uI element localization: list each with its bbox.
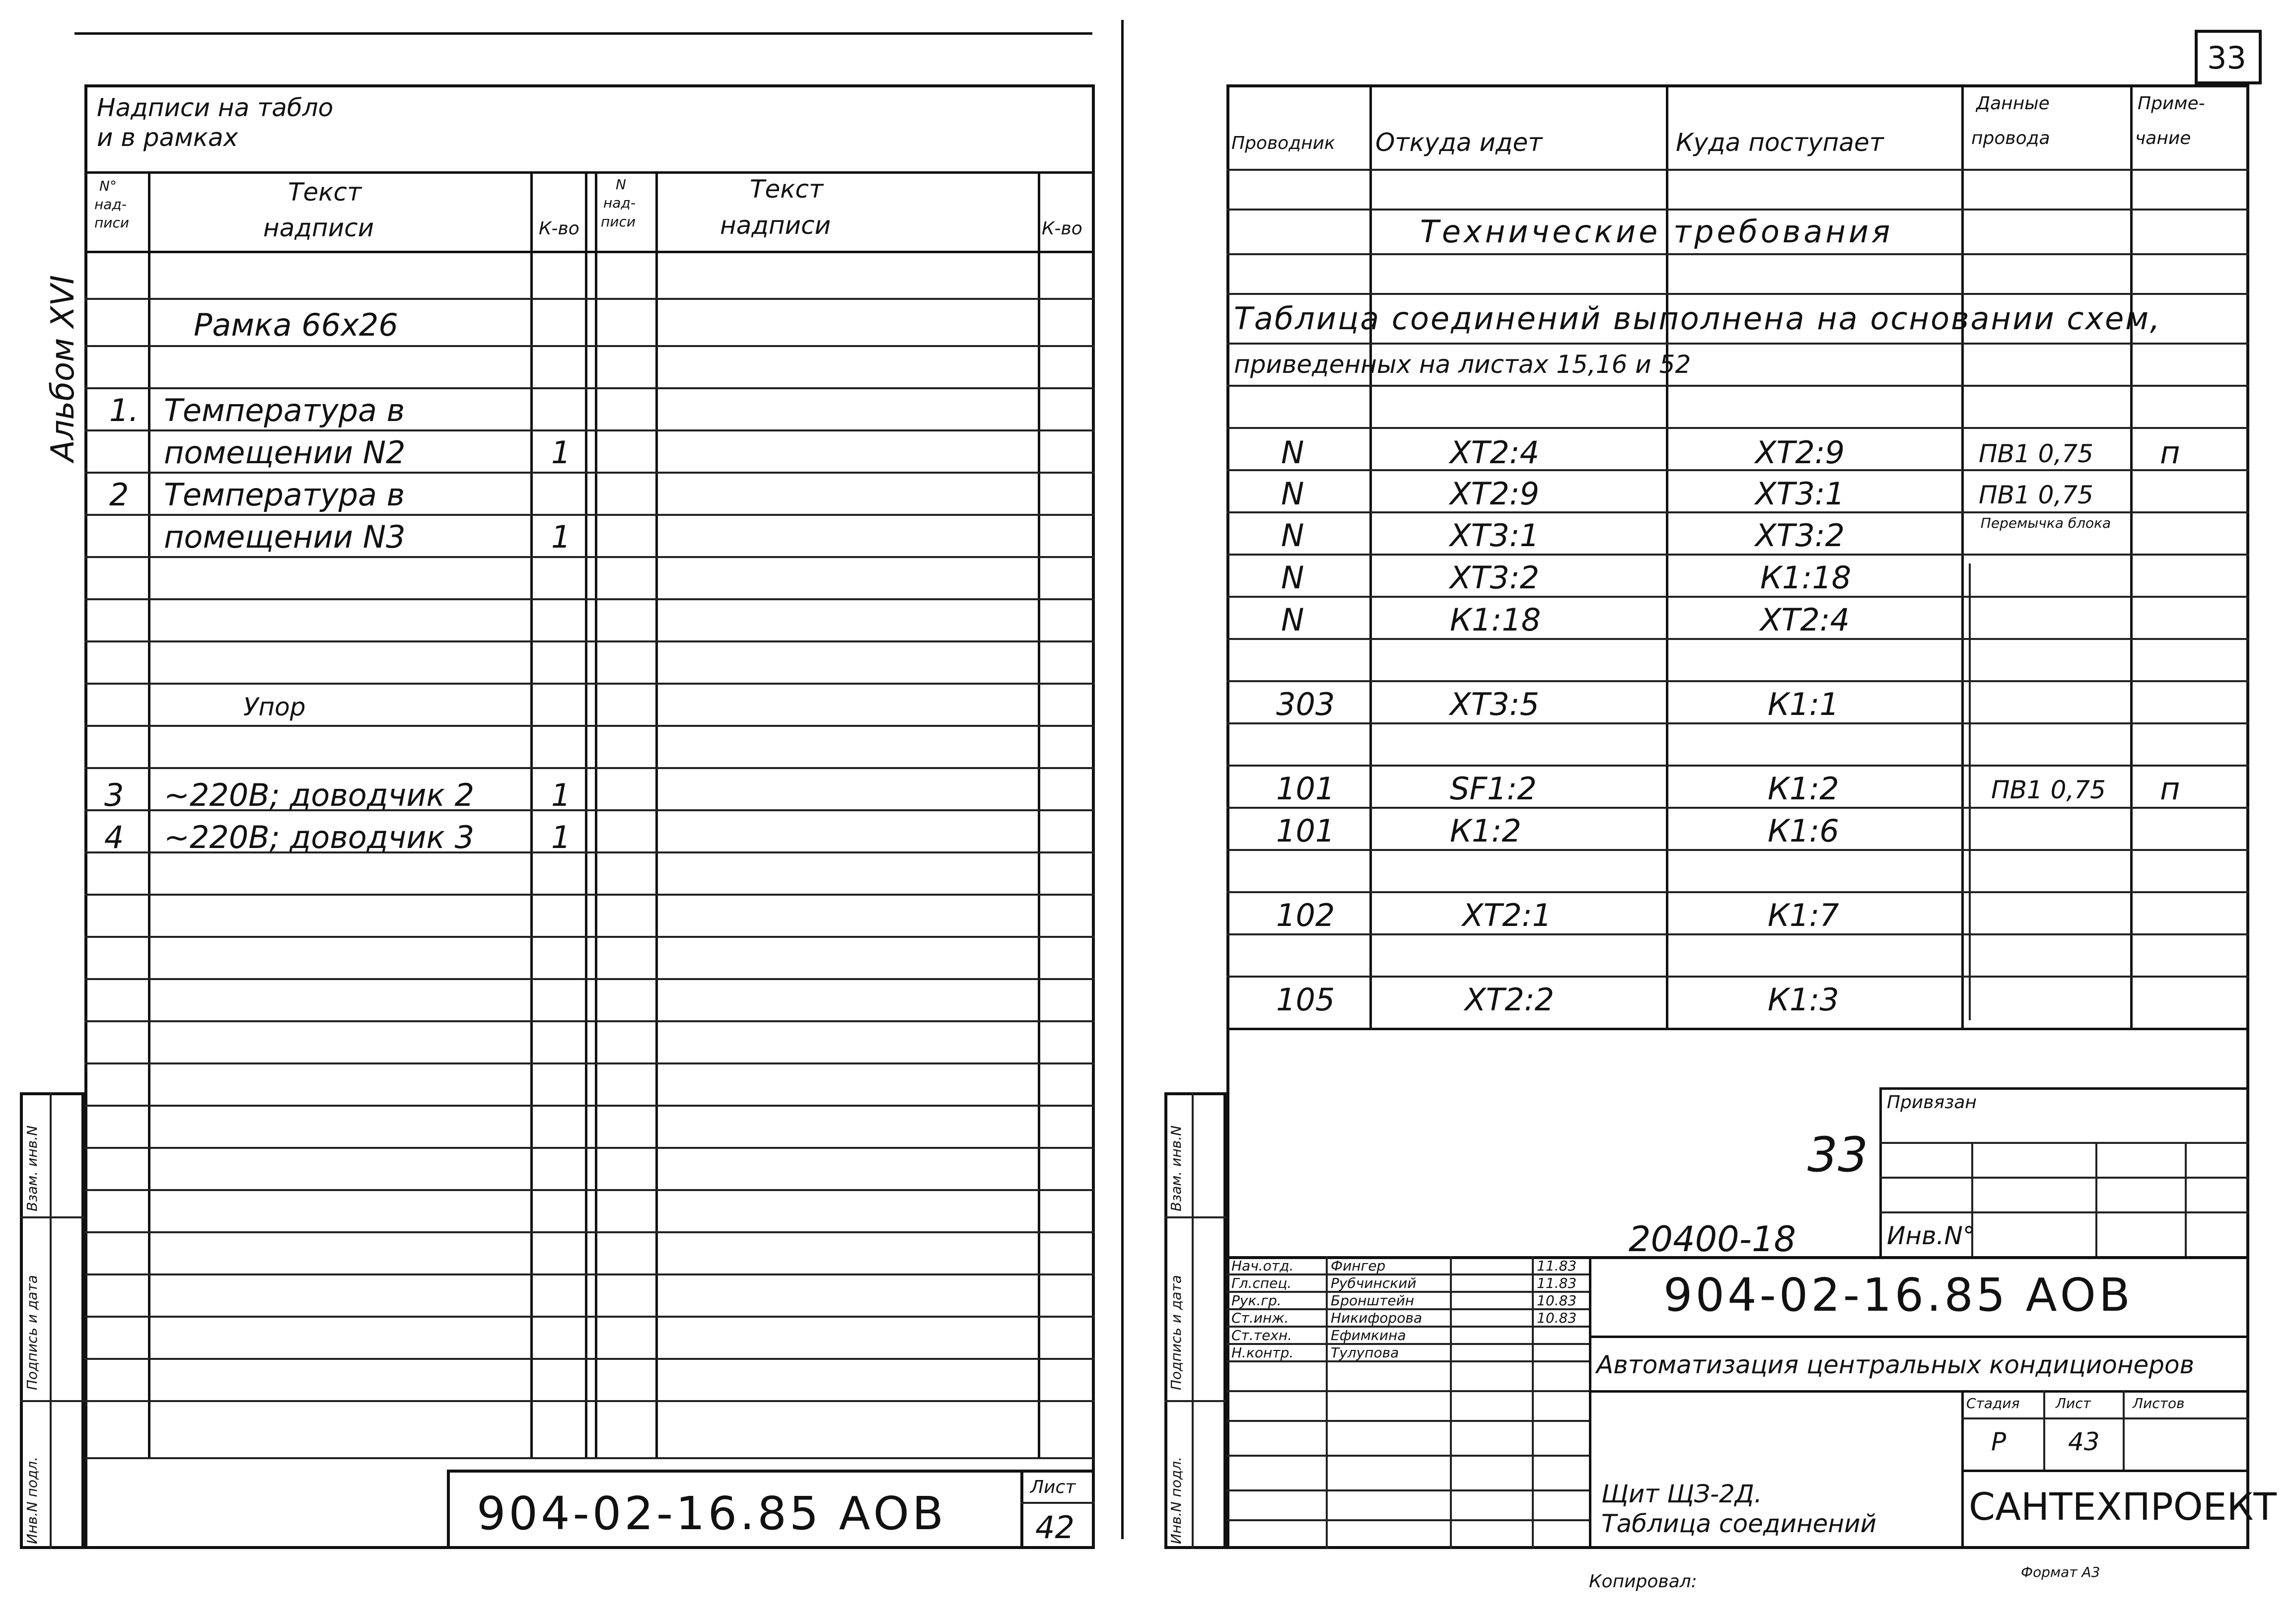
hdr-wire: Проводник [1231,133,1335,153]
conn-wire-9: 105 [1276,982,1335,1018]
row-no-3: 3 [104,777,124,813]
conn-to-7: К1:6 [1768,813,1839,849]
row-text-1a: Температура в [164,392,405,428]
stage-label: Стадия [1966,1395,2020,1412]
conn-wire-5: 303 [1276,686,1335,722]
conn-from-6: SF1:2 [1450,771,1537,807]
sig-name-1: Рубчинский [1331,1275,1417,1291]
handwritten-33: 33 [1807,1127,1868,1183]
left-side-label-replace: Взам. инв.N [24,1125,40,1211]
row-text-1b: помещении N2 [164,434,406,471]
conn-to-5: К1:1 [1768,686,1839,722]
sheet-label: Лист [2056,1395,2091,1412]
right-stamp-code: 904-02-16.85 АОВ [1663,1269,2134,1322]
sig-name-3: Никифорова [1331,1310,1422,1326]
col-no2-2: над- [603,195,636,211]
hdr-to: Куда поступает [1676,128,1884,157]
col-no2-3: писи [601,213,636,230]
sig-name-4: Ефимкина [1331,1327,1406,1343]
conn-to-1: ХТ3:1 [1755,476,1845,512]
left-header-line1: Надписи на табло [97,93,334,122]
org-name: САНТЕХПРОЕКТ [1969,1484,2277,1529]
row-text-2b: помещении N3 [164,519,406,555]
sig-role-5: Н.контр. [1231,1344,1294,1361]
conn-wire-6: 101 [1276,771,1335,807]
col-text-2: надписи [263,213,374,242]
tech-line-2: приведенных на листах 15,16 и 52 [1234,350,1691,379]
conn-from-3: ХТ3:2 [1450,560,1540,596]
row-qty-3: 1 [551,777,571,813]
sheet-divider [1121,20,1124,1539]
left-sheet-label: Лист [1030,1477,1076,1497]
conn-from-1: ХТ2:9 [1450,476,1540,512]
inv-label: Инв.N° [1887,1221,1975,1250]
doc-title-2: Таблица соединений [1601,1509,1877,1538]
row-text-frame: Рамка 66х26 [194,307,398,343]
sig-date-2: 10.83 [1537,1292,1577,1309]
bracket-line [1969,564,1971,1020]
row-qty-1: 1 [551,434,571,471]
doc-title-1: Щит ЩЗ-2Д. [1601,1480,1762,1508]
sig-name-5: Тулупова [1331,1344,1399,1361]
conn-to-3: К1:18 [1760,560,1852,596]
conn-from-5: ХТ3:5 [1450,686,1540,722]
row-qty-2: 1 [551,519,571,555]
conn-from-2: ХТ3:1 [1450,517,1540,554]
sig-date-0: 11.83 [1537,1258,1577,1274]
conn-to-0: ХТ2:9 [1755,434,1845,471]
privyazan-label: Привязан [1887,1092,1977,1113]
handwritten-20400: 20400-18 [1629,1219,1796,1260]
conn-data-0: ПВ1 0,75 [1979,439,2093,468]
right-side-label-inv: Инв.N подл. [1168,1456,1184,1544]
col-no-1: N° [99,178,117,194]
page-number: 33 [2207,40,2246,76]
left-side-label-sign: Подпись и дата [24,1275,40,1390]
sig-date-1: 11.83 [1537,1275,1577,1291]
row-no-2: 2 [109,477,129,513]
conn-to-4: ХТ2:4 [1760,602,1850,638]
project-title: Автоматизация центральных кондиционеров [1596,1350,2195,1379]
footer-copied: Копировал: [1589,1571,1697,1592]
col-text-1: Текст [288,178,362,207]
conn-from-9: ХТ2:2 [1465,982,1555,1018]
sig-name-2: Бронштейн [1331,1292,1415,1309]
footer-format: Формат А3 [2021,1564,2100,1580]
hdr-data-2: провода [1971,128,2050,148]
sig-role-1: Гл.спец. [1231,1275,1292,1291]
col-qty: К-во [539,218,579,239]
row-text-2a: Температура в [164,477,405,513]
col-text2-2: надписи [720,211,831,240]
row-no-4: 4 [104,819,124,855]
left-sheet-number: 42 [1035,1509,1075,1546]
left-header-line2: и в рамках [97,123,238,152]
conn-to-9: К1:3 [1768,982,1839,1018]
sig-date-3: 10.83 [1537,1310,1577,1326]
col-text2-1: Текст [750,175,824,204]
hdr-note-1: Приме- [2138,93,2205,114]
conn-wire-4: N [1281,602,1304,638]
sheet-value: 43 [2068,1427,2100,1456]
conn-to-6: К1:2 [1768,771,1839,807]
left-stamp-code: 904-02-16.85 АОВ [477,1487,947,1540]
album-label: Альбом XVI [45,275,81,462]
col-no-3: писи [94,214,130,231]
hdr-from: Откуда идет [1375,128,1543,157]
stage-value: Р [1991,1427,2006,1456]
conn-wire-8: 102 [1276,897,1335,933]
right-side-label-replace: Взам. инв.N [1168,1125,1184,1211]
tech-title: Технические требования [1420,213,1893,250]
col-qty2: К-во [1042,218,1082,239]
hdr-data-1: Данные [1976,93,2050,114]
conn-data-1: ПВ1 0,75 [1979,481,2093,509]
conn-from-7: К1:2 [1450,813,1521,849]
conn-data-6: ПВ1 0,75 [1991,776,2106,804]
col-no2-1: N [616,176,626,193]
conn-note-0: п [2160,434,2180,471]
hdr-note-2: чание [2135,128,2191,148]
row-qty-4: 1 [551,819,571,855]
col-no-2: над- [94,196,127,212]
row-text-3: ~220В; доводчик 2 [164,777,475,813]
conn-wire-1: N [1281,476,1304,512]
conn-note-6: п [2160,771,2180,807]
row-text-4: ~220В; доводчик 3 [164,819,475,855]
left-side-label-inv: Инв.N подл. [24,1456,40,1544]
right-side-label-sign: Подпись и дата [1168,1275,1184,1390]
conn-data-2: Перемычка блока [1980,515,2111,531]
conn-wire-3: N [1281,560,1304,596]
row-text-stop: Упор [243,693,306,721]
conn-wire-0: N [1281,434,1304,471]
sig-role-2: Рук.гр. [1231,1292,1282,1309]
conn-from-4: К1:18 [1450,602,1541,638]
sheets-label: Листов [2133,1395,2185,1412]
sig-role-3: Ст.инж. [1231,1310,1289,1326]
tech-line-1: Таблица соединений выполнена на основании схем, [1234,300,2161,337]
sig-role-4: Ст.техн. [1231,1327,1292,1343]
left-table-frame [84,84,1095,1549]
conn-to-8: К1:7 [1768,897,1839,933]
conn-from-8: ХТ2:1 [1462,897,1552,933]
conn-from-0: ХТ2:4 [1450,434,1540,471]
conn-to-2: ХТ3:2 [1755,517,1845,554]
sig-name-0: Фингер [1331,1258,1386,1274]
row-no-1: 1. [109,392,139,428]
conn-wire-7: 101 [1276,813,1335,849]
sig-role-0: Нач.отд. [1231,1258,1294,1274]
conn-wire-2: N [1281,517,1304,554]
